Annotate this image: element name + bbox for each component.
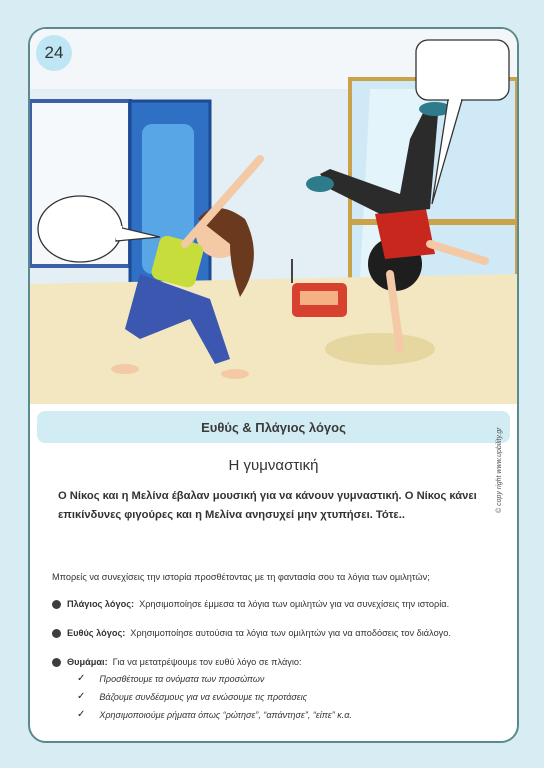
tip-item xyxy=(77,709,352,720)
worksheet-card xyxy=(28,27,519,743)
bullet-label: Ευθύς λόγος: xyxy=(67,628,126,638)
bullet-dot-icon xyxy=(52,658,61,667)
tip-text: Προσθέτουμε τα ονόματα των προσώπων xyxy=(99,673,265,684)
bullet-dot-icon xyxy=(52,629,61,638)
bullet-text: Για να μετατρέψουμε τον ευθύ λόγο σε πλάγιο: xyxy=(112,657,302,667)
tip-item xyxy=(77,673,264,684)
illustration xyxy=(30,29,517,404)
checkmark-icon: ✓ xyxy=(77,709,86,720)
bullet-remember xyxy=(52,657,512,667)
bullet-dot-icon xyxy=(52,600,61,609)
checkmark-icon: ✓ xyxy=(77,691,86,702)
checkmark-icon: ✓ xyxy=(77,673,86,684)
task-prompt: Μπορείς να συνεχίσεις την ιστορία προσθέτοντας με τη φαντασία σου τα λόγια των ομιλητών; xyxy=(52,572,430,582)
bullet-direct-speech xyxy=(52,628,512,638)
tip-text: Χρησιμοποιούμε ρήματα όπως “ρώτησε”, “απάντησε”, “είπε” κ.α. xyxy=(99,709,352,720)
tip-text: Βάζουμε συνδέσμους για να ενώσουμε τις προτάσεις xyxy=(99,691,308,702)
bullet-indirect-speech xyxy=(52,599,512,609)
section-title: Ευθύς & Πλάγιος λόγος xyxy=(37,411,510,443)
bullet-text: Χρησιμοποίησε έμμεσα τα λόγια των ομιλητών για να συνεχίσεις την ιστορία. xyxy=(139,599,450,609)
copyright-note: © copy right www.upbility.gr xyxy=(496,427,503,513)
bullet-text: Χρησιμοποίησε αυτούσια τα λόγια των ομιλητών για να αποδόσεις τον διάλογο. xyxy=(130,628,451,638)
page-number: 24 xyxy=(36,35,72,71)
story-title: Η γυμναστική xyxy=(228,457,319,474)
tip-item xyxy=(77,691,307,702)
bullet-label: Πλάγιος λόγος: xyxy=(67,599,135,609)
bullet-label: Θυμάμαι: xyxy=(67,657,108,667)
intro-paragraph: Ο Νίκος και η Μελίνα έβαλαν μουσική για να κάνουν γυμναστική. Ο Νίκος κάνει επικίνδυνες φιγούρες και η Μελίνα ανησυχεί μην χτυπήσει. Τότε.. xyxy=(58,490,477,521)
